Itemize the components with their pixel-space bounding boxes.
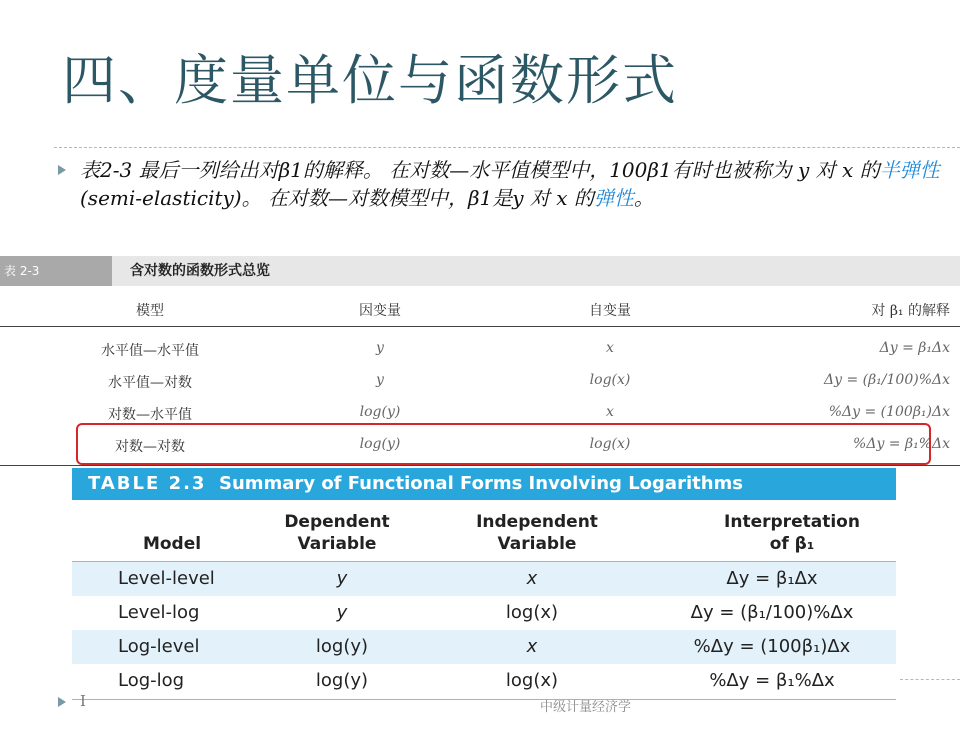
footer-arrow-icon [58,697,66,707]
en-header-dep [262,511,412,555]
en-cell-interp: %Δy = (100β₁)Δx [693,636,851,657]
cn-cell-dep: log(y) [359,404,401,420]
footer-divider [900,679,960,680]
en-cell-indep: log(x) [505,670,559,691]
en-table-row [72,664,896,698]
bullet-arrow-icon [58,165,66,175]
en-header-interp-line1: Interpretation [724,512,860,532]
cn-header-model: 模型 [136,303,164,319]
en-cell-model: Log-level [118,636,200,657]
cn-cell-interp: %Δy = β₁%Δx [853,436,950,452]
en-table-caption: Summary of Functional Forms Involving Logarithms [219,473,744,494]
cn-table-caption: 含对数的函数形式总览 [130,263,270,279]
cn-cell-model: 对数—水平值 [108,407,192,423]
en-table-rule-bottom [72,699,896,700]
en-cell-interp: Δy = (β₁/100)%Δx [690,602,854,623]
cn-table-rule-top [0,326,960,327]
en-header-indep-line1: Independent [476,512,598,532]
cn-cell-interp: Δy = (β₁/100)%Δx [823,372,950,388]
en-table-header [72,468,896,500]
cn-cell-model: 水平值—对数 [108,375,192,391]
cn-header-interp: 对 β₁ 的解释 [871,303,950,319]
bullet-paragraph [80,156,940,212]
en-cell-model: Log-log [118,670,185,691]
en-table-row [72,596,896,630]
en-header-dep-line2: Variable [297,534,377,554]
en-header-indep-line2: Variable [497,534,577,554]
en-header-interp [682,511,902,555]
cn-cell-dep: y [376,372,384,388]
en-cell-indep: log(x) [505,602,559,623]
cn-cell-dep: y [376,340,384,356]
bullet-text-3: 。 [633,186,654,210]
cn-cell-interp: %Δy = (100β₁)Δx [828,404,950,420]
cn-table-rule-bottom [0,465,960,466]
en-cell-dep: log(y) [315,670,369,691]
cn-table-tag: 表 2-3 [0,256,112,286]
en-cell-dep: y [336,568,348,589]
slide-title: 四、度量单位与函数形式 [62,49,678,112]
en-cell-model: Level-level [118,568,215,589]
term-elasticity: 弹性 [593,186,634,210]
cn-cell-model: 对数—对数 [115,439,185,455]
en-cell-interp: %Δy = β₁%Δx [709,670,835,691]
en-cell-interp: Δy = β₁Δx [726,568,818,589]
en-table-number: TABLE 2.3 [88,473,207,494]
cn-header-indep: 自变量 [589,303,631,319]
highlight-box [76,423,931,465]
en-table-row [72,630,896,664]
en-cell-model: Level-log [118,602,200,623]
cn-header-dep: 因变量 [359,303,401,319]
cn-cell-indep: log(x) [589,436,631,452]
en-table-row [72,562,896,596]
en-header-model: Model [142,534,202,554]
en-cell-dep: log(y) [315,636,369,657]
cn-cell-model: 水平值—水平值 [101,343,199,359]
term-semi-elasticity: 半弹性 [879,158,940,182]
cn-cell-indep: log(x) [589,372,631,388]
en-cell-indep: x [526,636,538,657]
footer-page-number: I [80,692,86,710]
en-header-interp-line2: of β₁ [769,534,815,554]
cn-cell-indep: x [606,340,614,356]
bullet-text-1: 表2-3 最后一列给出对β1的解释。 在对数—水平值模型中，100β1有时也被称为 y 对 x 的 [80,158,880,182]
cn-cell-interp: Δy = β₁Δx [879,340,950,356]
footer-course-name: 中级计量经济学 [540,700,632,715]
en-header-indep [452,511,622,555]
bullet-text-2: (semi-elasticity)。 在对数—对数模型中，β1是y 对 x 的 [80,186,594,210]
en-cell-indep: x [526,568,538,589]
cn-cell-dep: log(y) [359,436,401,452]
en-header-dep-line1: Dependent [284,512,390,532]
title-divider [54,147,960,148]
cn-cell-indep: x [606,404,614,420]
en-cell-dep: y [336,602,348,623]
